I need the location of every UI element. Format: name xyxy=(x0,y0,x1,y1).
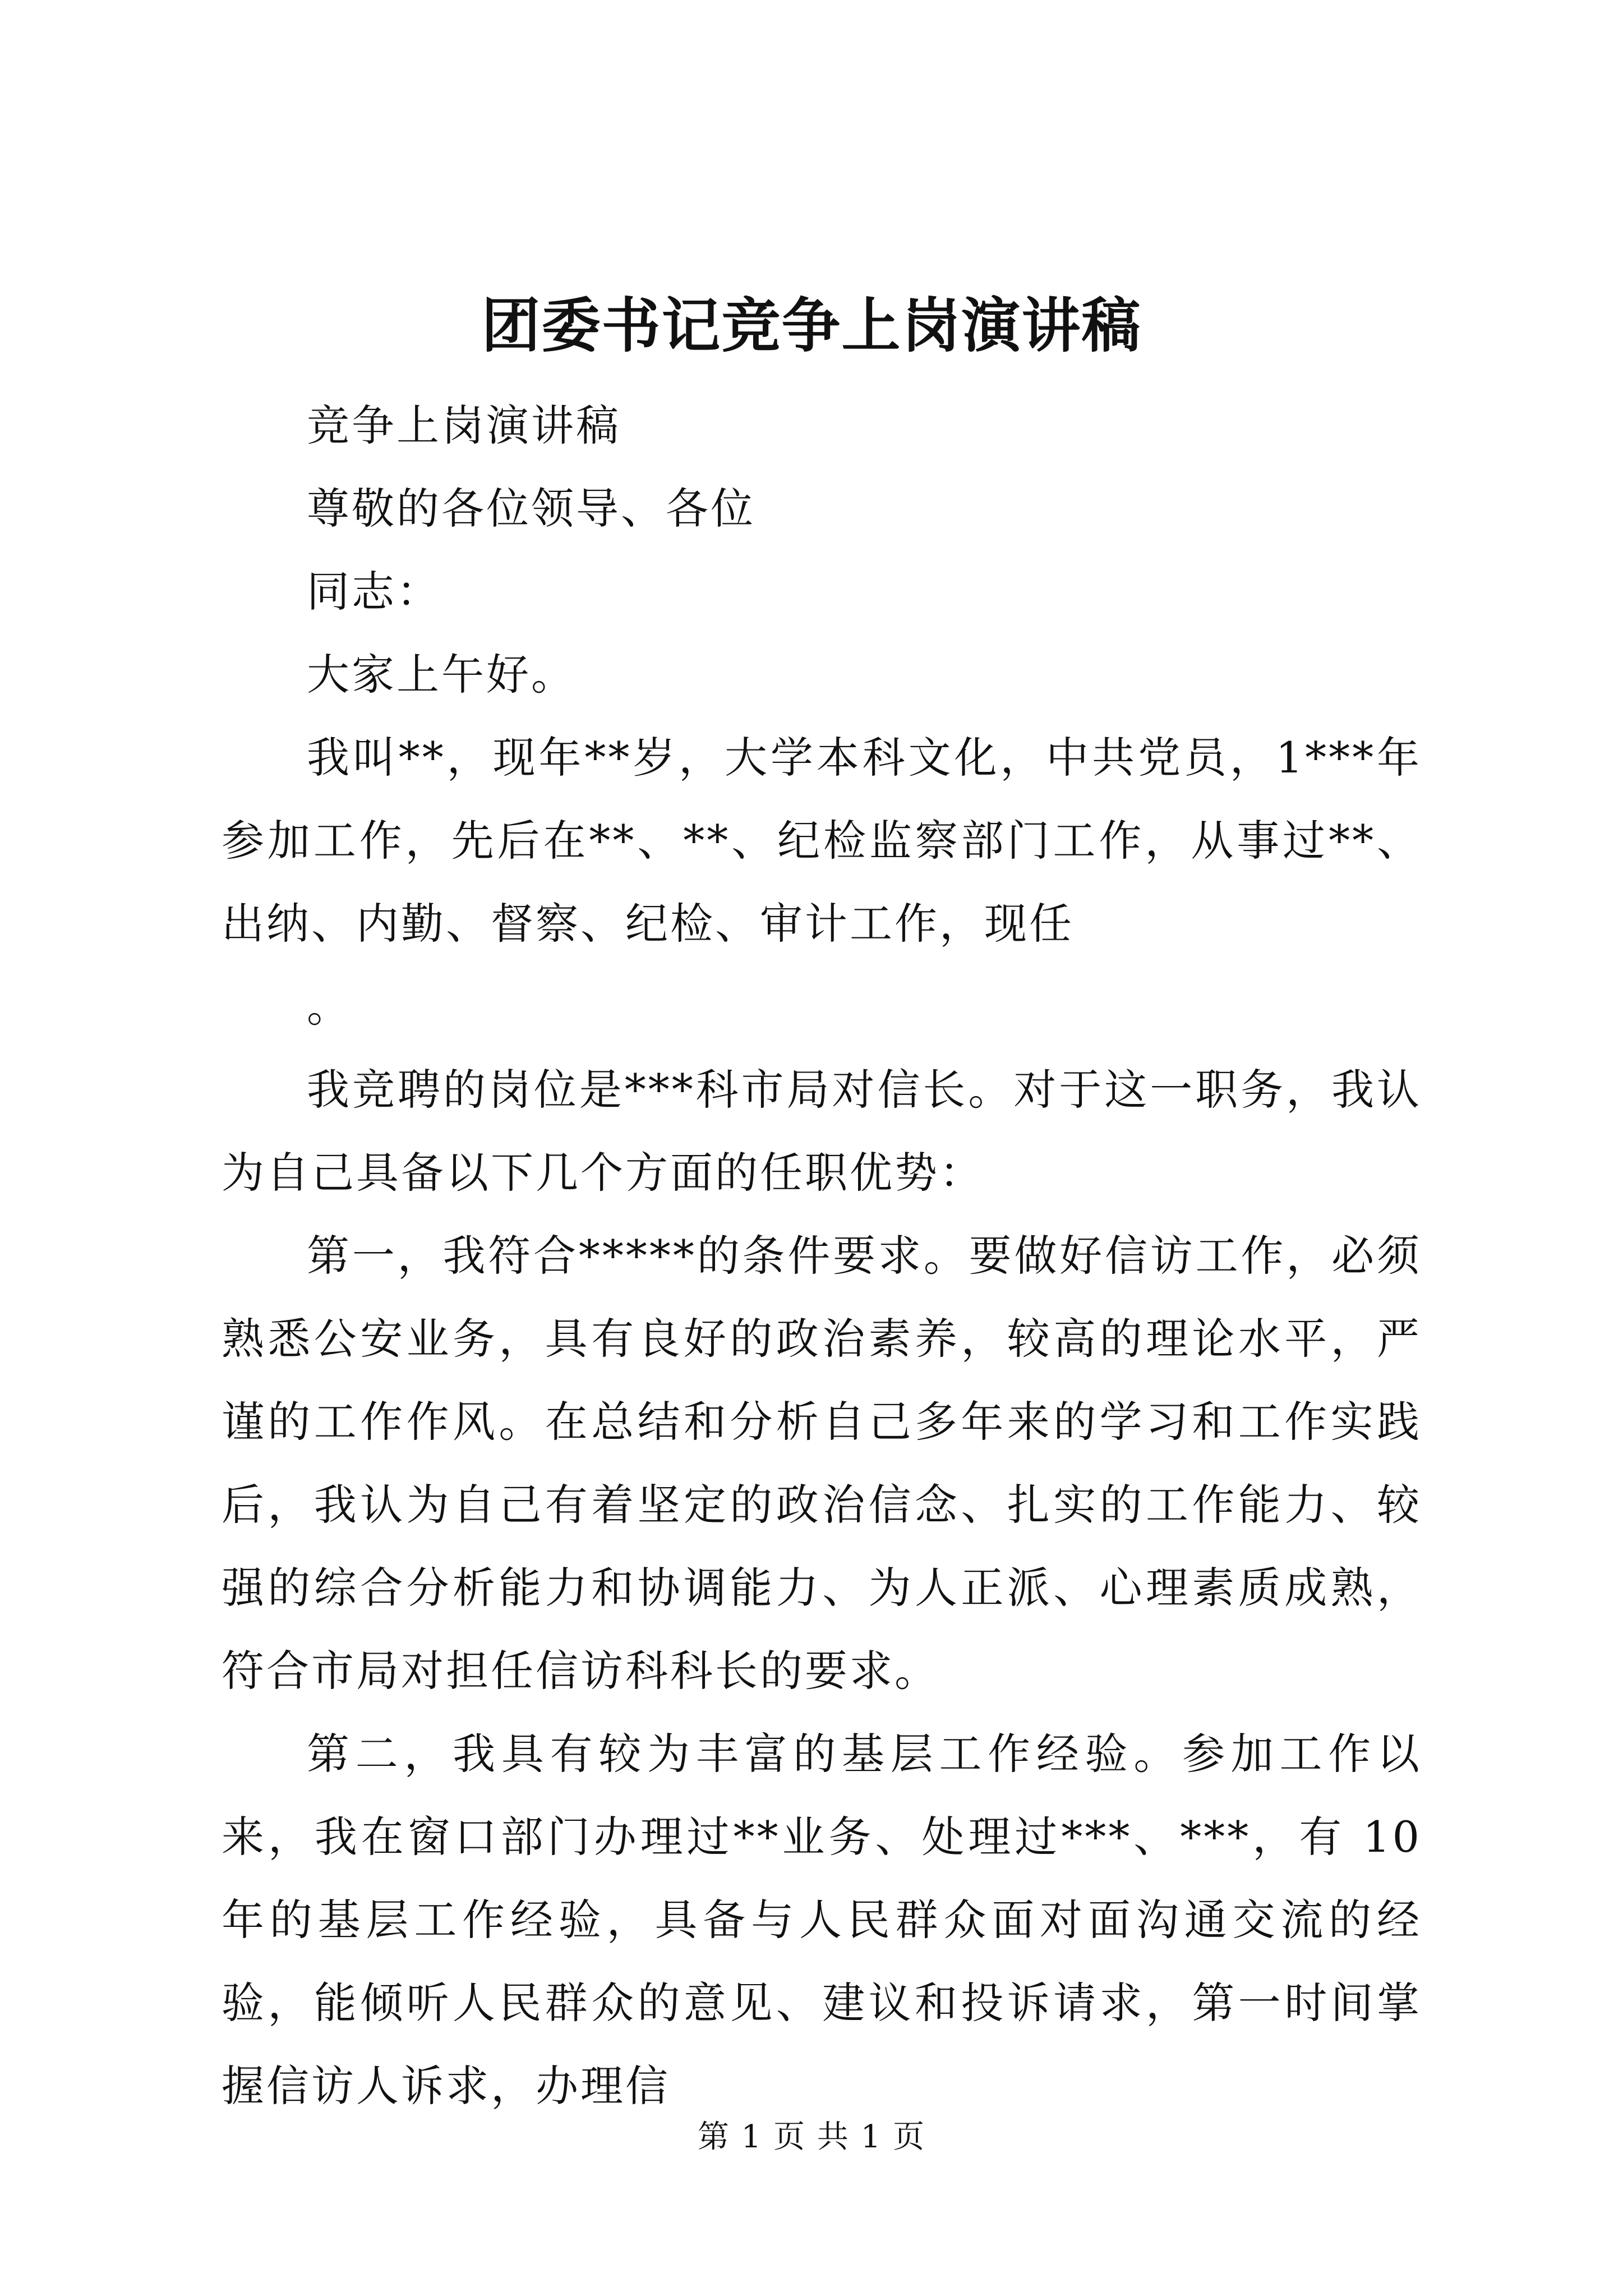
paragraph-salutation: 尊敬的各位领导、各位 xyxy=(307,484,755,533)
paragraph-position: 我竞聘的岗位是***科市局对信长。对于这一职务，我认为自己具备以下几个方面的任职优势： xyxy=(222,1065,1422,1198)
paragraph-greeting: 大家上午好。 xyxy=(307,650,576,700)
paragraph-salutation-end: 同志： xyxy=(307,567,441,616)
paragraph-point-one: 第一，我符合*****的条件要求。要做好信访工作，必须熟悉公安业务，具有良好的政治素养，较高的理论水平，严谨的工作作风。在总结和分析自己多年来的学习和工作实践后，我认为自己有着坚定的政治信念、扎实的工作能力、较强的综合分析能力和协调能力、为人正派、心理素质成熟，符合市局对担任信访科科长的要求。 xyxy=(222,1231,1422,1696)
paragraph-period: 。 xyxy=(307,982,352,1032)
document-body xyxy=(222,384,1422,2128)
page-footer: 第 1 页 共 1 页 xyxy=(697,2119,926,2155)
paragraph-heading: 竞争上岗演讲稿 xyxy=(307,401,621,450)
paragraph-point-two: 第二，我具有较为丰富的基层工作经验。参加工作以来，我在窗口部门办理过**业务、处理过***、***，有 10 年的基层工作经验，具备与人民群众面对面沟通交流的经验，能倾听人民群众的意见、建议和投诉请求，第一时间掌握信访人诉求，办理信 xyxy=(222,1729,1422,2111)
paragraph-self-intro: 我叫**，现年**岁，大学本科文化，中共党员，1***年参加工作，先后在**、**、纪检监察部门工作，从事过**、出纳、内勤、督察、纪检、审计工作，现任 xyxy=(222,733,1422,949)
document-title: 团委书记竞争上岗演讲稿 xyxy=(481,291,1142,360)
